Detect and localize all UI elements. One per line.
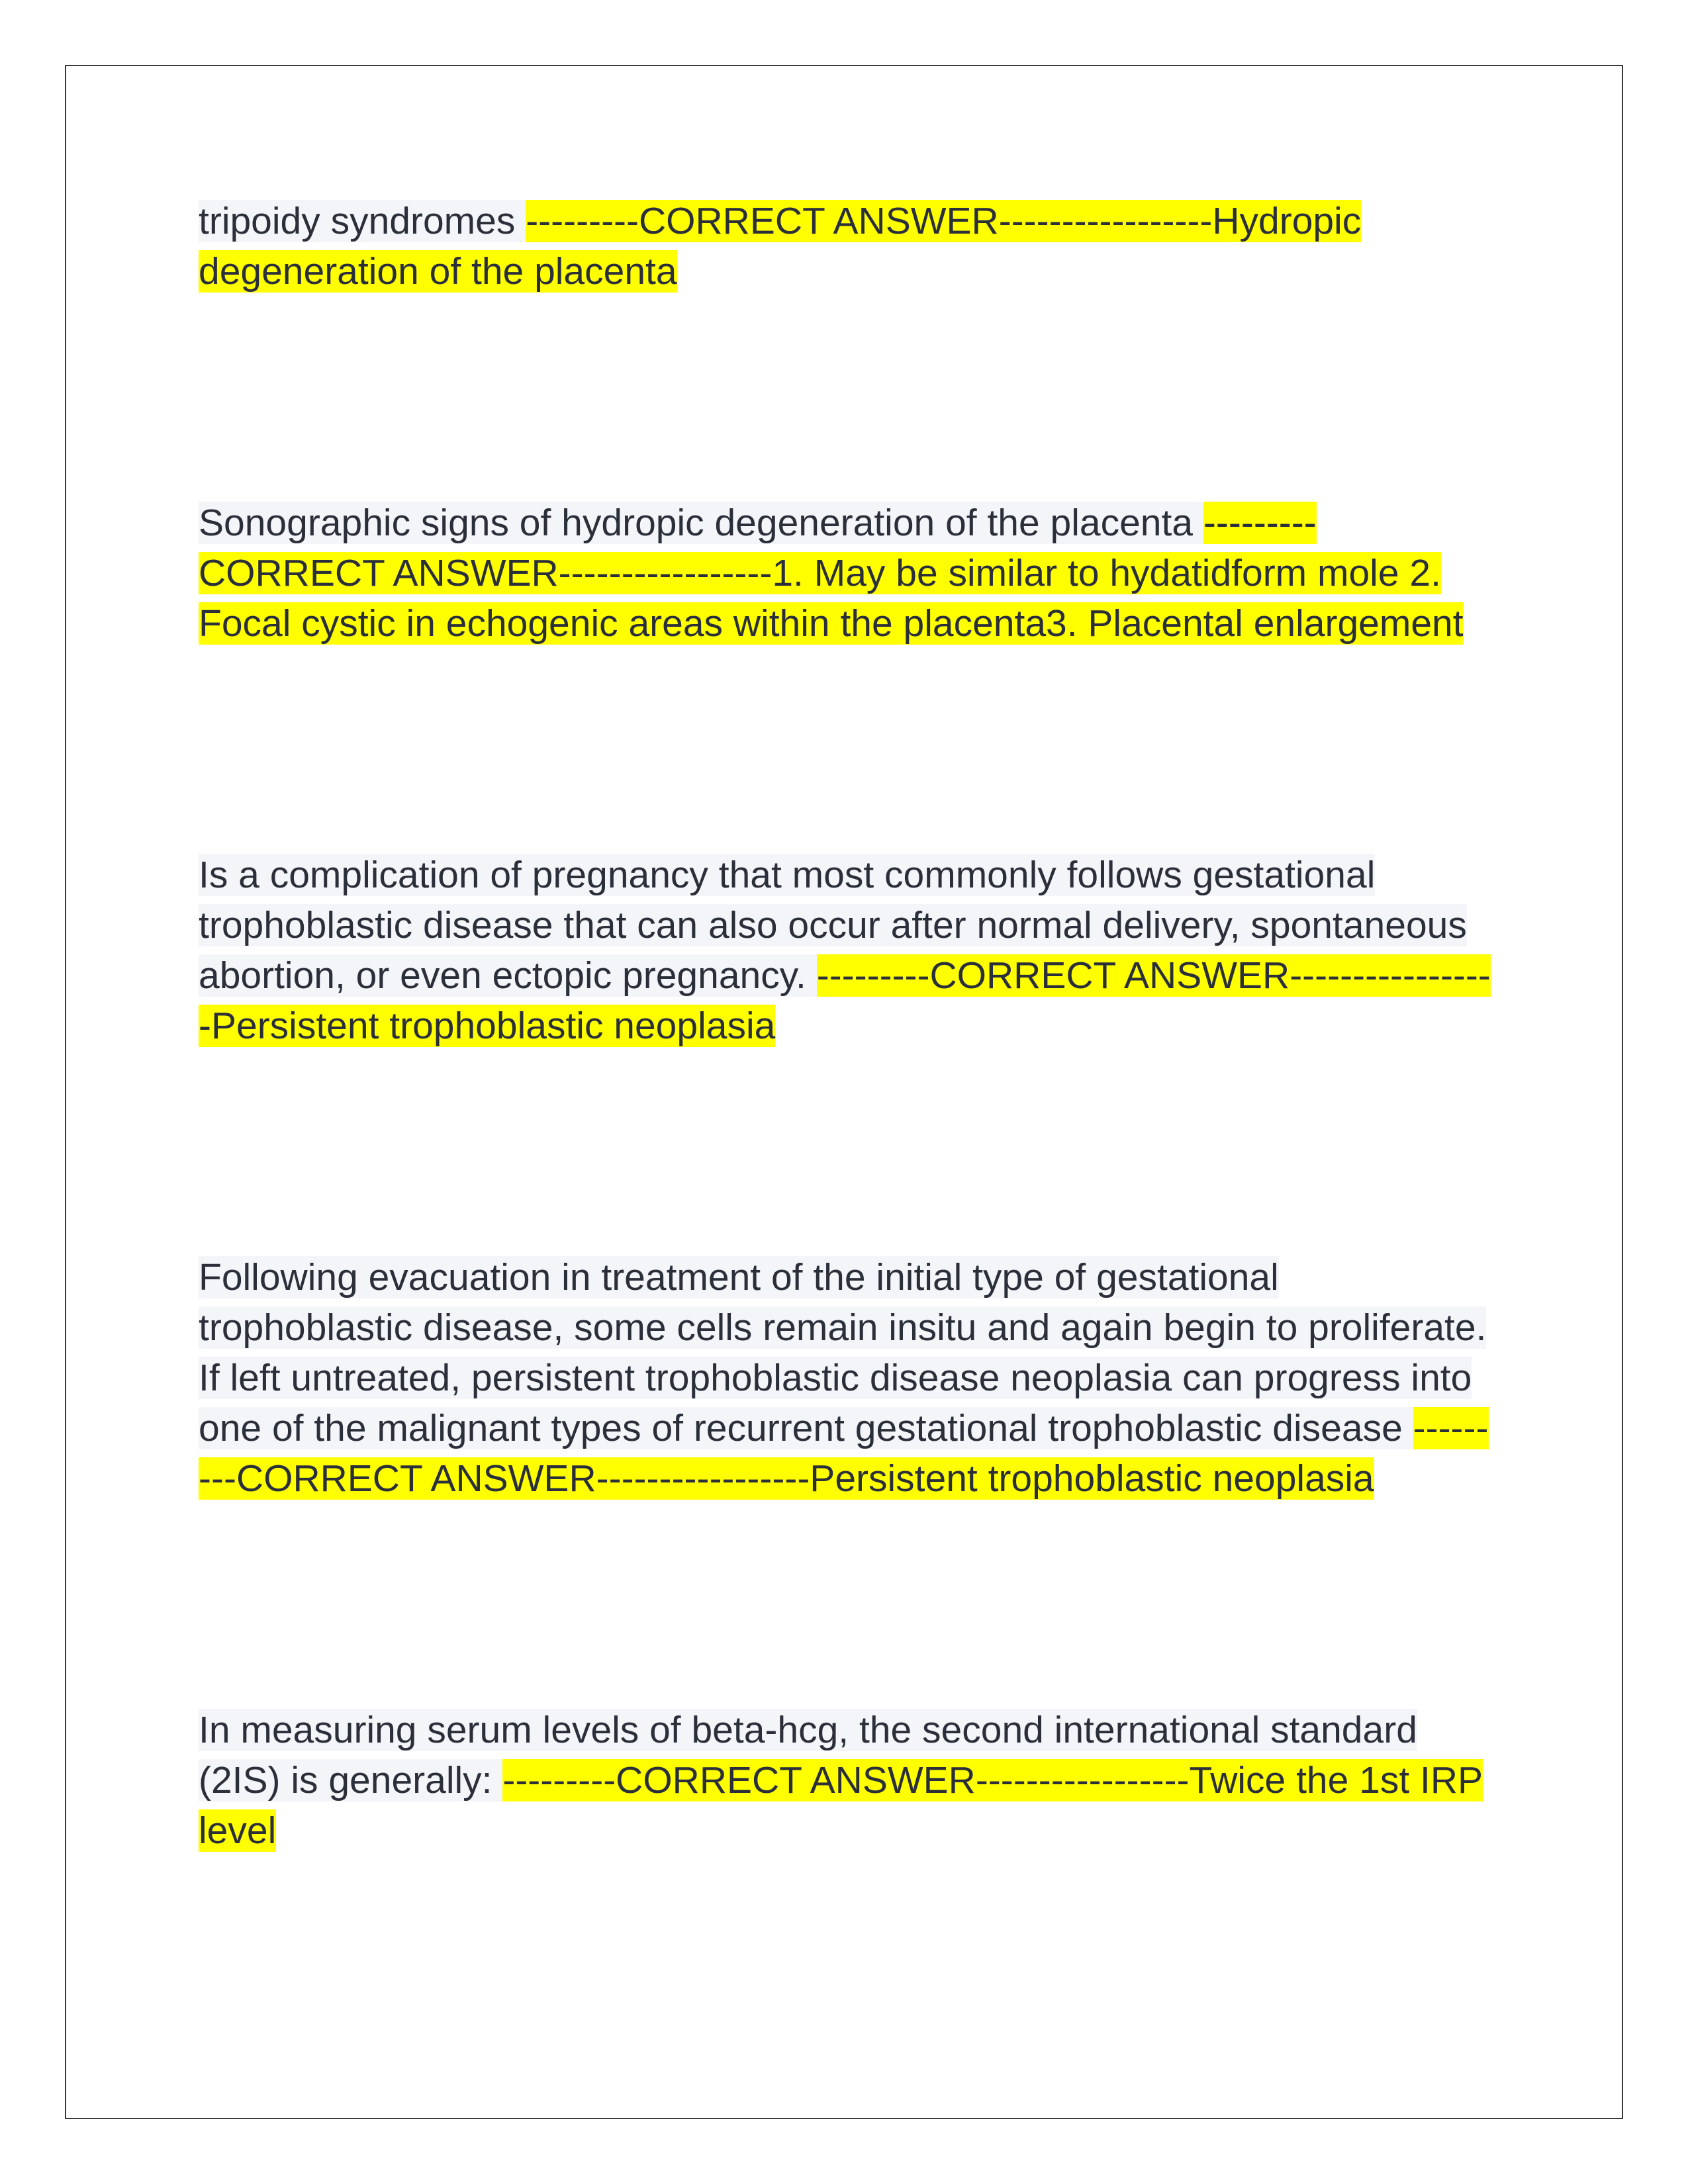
highlighted-answer: ---------CORRECT ANSWER-----------------Hydropic degeneration of the placenta xyxy=(199,200,1362,293)
question-text: In measuring serum levels of beta-hcg, the second international standard (2IS) is generally: xyxy=(199,1709,1417,1801)
qa-entry-3 xyxy=(199,850,1496,1051)
question-text: Is a complication of pregnancy that most commonly follows gestational trophoblastic disease that can also occur after normal delivery, spontaneous abortion, or even ectopic pregnancy. xyxy=(199,854,1467,997)
question-text: Following evacuation in treatment of the initial type of gestational trophoblastic disease, some cells remain insitu and again begin to proliferate. If left untreated, persistent trophoblastic disease neoplasia can progress into one of the malignant types of recurrent gestational trophoblastic disease xyxy=(199,1256,1487,1449)
qa-entry-4 xyxy=(199,1252,1496,1504)
highlighted-answer: ---------CORRECT ANSWER-----------------1. May be similar to hydatidform mole 2. Focal cystic in echogenic areas within the placenta3. Placental enlargement xyxy=(199,502,1464,645)
qa-entry-5 xyxy=(199,1705,1496,1856)
qa-entry-2 xyxy=(199,498,1496,649)
highlighted-answer: ---------CORRECT ANSWER-----------------Persistent trophoblastic neoplasia xyxy=(199,1407,1489,1500)
highlighted-answer: ---------CORRECT ANSWER-----------------Twice the 1st IRP level xyxy=(199,1759,1483,1852)
qa-entry-1 xyxy=(199,196,1496,296)
question-text: tripoidy syndromes xyxy=(199,200,526,242)
highlighted-answer: ---------CORRECT ANSWER-----------------Persistent trophoblastic neoplasia xyxy=(199,954,1491,1047)
document-body xyxy=(199,196,1496,1856)
question-text: Sonographic signs of hydropic degeneration of the placenta xyxy=(199,502,1203,544)
